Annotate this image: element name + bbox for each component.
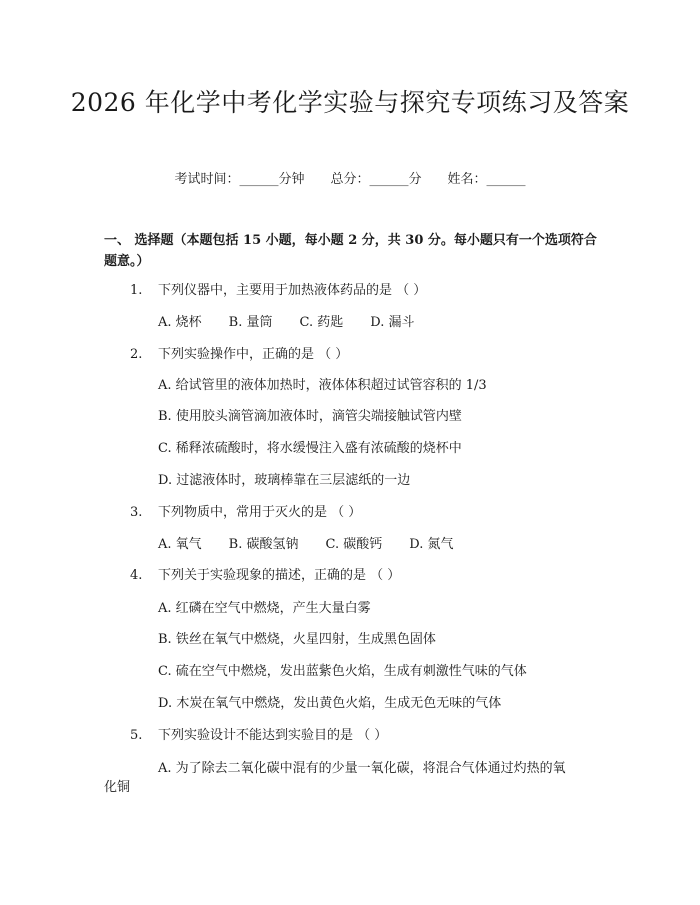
exam-time-field: 考试时间：______分钟 xyxy=(174,172,305,187)
question-number: 5. xyxy=(130,728,143,743)
question-4-option-c: C. 硫在空气中燃烧，发出蓝紫色火焰，生成有刺激性气味的气体 xyxy=(158,664,527,679)
question-4-option-d: D. 木炭在氧气中燃烧，发出黄色火焰，生成无色无味的气体 xyxy=(158,696,502,711)
question-5-stem xyxy=(130,727,387,745)
name-field: 姓名：______ xyxy=(447,172,526,187)
option-b: B. 量筒 xyxy=(228,315,273,330)
question-text: 下列物质中，常用于灭火的是 （ ） xyxy=(158,505,362,520)
document-title: 2026 年化学中考化学实验与探究专项练习及答案 xyxy=(70,88,630,117)
question-5-option-a-continued: 化铜 xyxy=(104,780,131,795)
question-5-option-a: A. 为了除去二氧化碳中混有的少量一氧化碳，将混合气体通过灼热的氧 xyxy=(158,761,566,776)
option-c: C. 碳酸钙 xyxy=(325,537,383,552)
question-4-option-a: A. 红磷在空气中燃烧，产生大量白雾 xyxy=(158,601,371,616)
option-c: C. 药匙 xyxy=(299,315,344,330)
question-2-option-c: C. 稀释浓硫酸时，将水缓慢注入盛有浓硫酸的烧杯中 xyxy=(158,441,462,456)
option-d: D. 漏斗 xyxy=(370,315,415,330)
exam-meta xyxy=(0,168,700,187)
question-2-stem xyxy=(130,346,348,364)
question-1-options xyxy=(158,314,441,332)
question-number: 2. xyxy=(130,347,143,362)
question-3-options xyxy=(158,536,480,554)
question-2-option-b: B. 使用胶头滴管滴加液体时，滴管尖端接触试管内壁 xyxy=(158,409,462,424)
option-d: D. 氮气 xyxy=(409,537,454,552)
question-3-stem xyxy=(130,504,361,522)
section-heading: 一、 选择题（本题包括 15 小题，每小题 2 分，共 30 分。每小题只有一个选项符合题意。） xyxy=(104,233,597,269)
option-b: B. 碳酸氢钠 xyxy=(228,537,299,552)
question-text: 下列实验设计不能达到实验目的是 （ ） xyxy=(158,728,388,743)
question-1-stem xyxy=(130,282,426,300)
option-a: A. 烧杯 xyxy=(158,315,202,330)
question-text: 下列关于实验现象的描述，正确的是 （ ） xyxy=(158,568,401,583)
question-text: 下列实验操作中，正确的是 （ ） xyxy=(158,347,349,362)
question-text: 下列仪器中，主要用于加热液体药品的是 （ ） xyxy=(158,283,427,298)
question-number: 3. xyxy=(130,505,143,520)
question-2-option-a: A. 给试管里的液体加热时，液体体积超过试管容积的 1/3 xyxy=(158,378,487,393)
option-a: A. 氧气 xyxy=(158,537,202,552)
total-score-field: 总分：______分 xyxy=(330,172,422,187)
question-2-option-d: D. 过滤液体时，玻璃棒靠在三层滤纸的一边 xyxy=(158,473,411,488)
question-4-option-b: B. 铁丝在氧气中燃烧，火星四射，生成黑色固体 xyxy=(158,632,436,647)
question-number: 4. xyxy=(130,568,143,583)
question-number: 1. xyxy=(130,283,143,298)
question-4-stem xyxy=(130,567,400,585)
